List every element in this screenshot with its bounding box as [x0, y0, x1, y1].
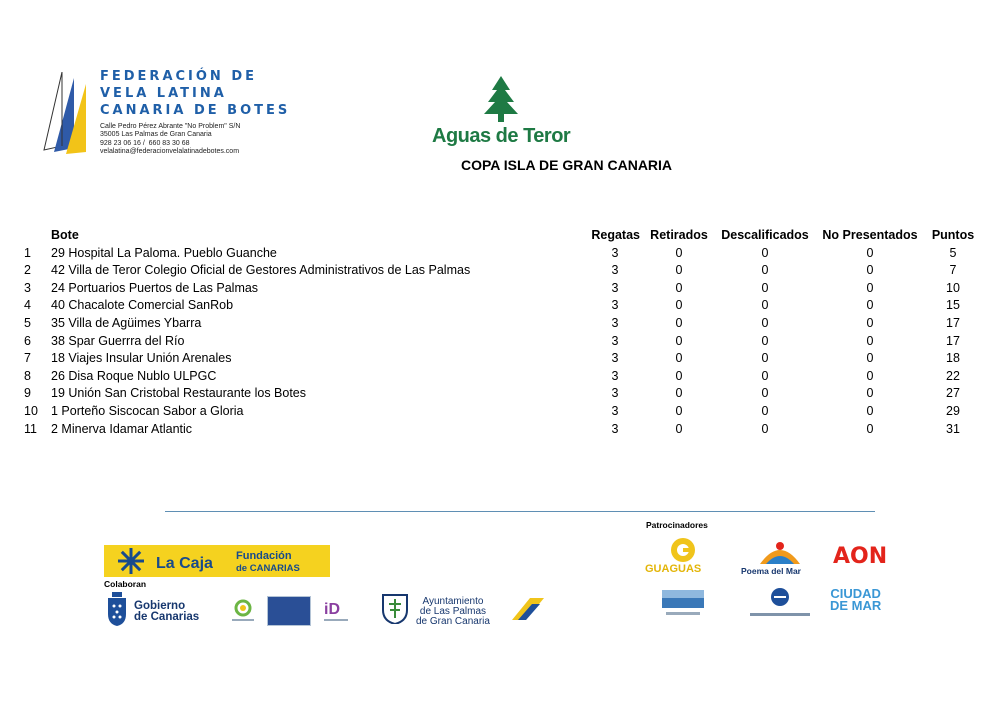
- header-no-presentados: No Presentados: [822, 228, 918, 242]
- footer-divider: [165, 511, 875, 512]
- row-puntos: 27: [946, 386, 960, 401]
- page-title: COPA ISLA DE GRAN CANARIA: [461, 157, 673, 173]
- row-regatas: 3: [611, 280, 619, 295]
- row-position: 9: [24, 386, 31, 401]
- row-position: 1: [24, 245, 31, 260]
- federation-sails-logo: [40, 72, 100, 154]
- row-puntos: 29: [946, 403, 960, 418]
- row-puntos: 5: [949, 245, 957, 260]
- table-row: [20, 298, 990, 316]
- row-boat-name: 24 Portuarios Puertos de Las Palmas: [51, 280, 259, 295]
- row-retirados: 0: [675, 403, 683, 418]
- row-boat-name: 26 Disa Roque Nublo ULPGC: [51, 368, 217, 383]
- puertos-las-palmas-logo-icon: [742, 585, 818, 621]
- header-regatas: Regatas: [591, 228, 640, 242]
- row-descalificados: 0: [761, 245, 769, 260]
- federation-address: Calle Pedro Pérez Abrante "No Problem" S/N 35005 Las Palmas de Gran Canaria 928 23 06 16 / 660 83 30 68 velalatina@federacionvelalatinadebotes.com: [100, 123, 241, 156]
- row-position: 6: [24, 333, 31, 348]
- row-puntos: 17: [946, 315, 960, 330]
- brand-logo: Aguas de Teror: [432, 125, 571, 147]
- row-regatas: 3: [611, 403, 619, 418]
- row-descalificados: 0: [761, 263, 769, 278]
- la-caja-fundacion: Fundación: [236, 550, 292, 562]
- row-position: 5: [24, 315, 31, 330]
- row-retirados: 0: [675, 368, 683, 383]
- row-boat-name: 35 Villa de Agüimes Ybarra: [51, 315, 202, 330]
- table-row: [20, 404, 990, 422]
- table-row: [20, 422, 990, 440]
- row-regatas: 3: [611, 298, 619, 313]
- row-position: 4: [24, 298, 31, 313]
- row-retirados: 0: [675, 333, 683, 348]
- row-position: 10: [24, 403, 38, 418]
- row-position: 7: [24, 351, 31, 366]
- row-retirados: 0: [675, 351, 683, 366]
- row-position: 3: [24, 280, 31, 295]
- table-body: [20, 246, 990, 440]
- row-no-presentados: 0: [866, 386, 874, 401]
- row-regatas: 3: [611, 421, 619, 436]
- header-descalificados: Descalificados: [721, 228, 809, 242]
- sponsors-label: Patrocinadores: [646, 520, 708, 530]
- table-row: [20, 351, 990, 369]
- row-regatas: 3: [611, 386, 619, 401]
- row-puntos: 18: [946, 351, 960, 366]
- table-row: [20, 281, 990, 299]
- belen-maria-logo-icon: [660, 588, 706, 620]
- row-boat-name: 2 Minerva Idamar Atlantic: [51, 421, 193, 436]
- tree-icon: [484, 76, 518, 122]
- row-no-presentados: 0: [866, 351, 874, 366]
- row-retirados: 0: [675, 315, 683, 330]
- row-puntos: 17: [946, 333, 960, 348]
- row-no-presentados: 0: [866, 315, 874, 330]
- row-descalificados: 0: [761, 421, 769, 436]
- table-row: [20, 369, 990, 387]
- row-boat-name: 18 Viajes Insular Unión Arenales: [51, 351, 232, 366]
- row-boat-name: 29 Hospital La Paloma. Pueblo Guanche: [51, 245, 277, 260]
- svg-text:iD: iD: [324, 601, 340, 618]
- row-descalificados: 0: [761, 298, 769, 313]
- la-caja-name: La Caja: [156, 555, 213, 572]
- row-boat-name: 42 Villa de Teror Colegio Oficial de Gestores Administrativos de Las Palmas: [51, 263, 471, 278]
- row-puntos: 7: [949, 263, 957, 278]
- row-descalificados: 0: [761, 368, 769, 383]
- row-regatas: 3: [611, 315, 619, 330]
- row-no-presentados: 0: [866, 333, 874, 348]
- row-descalificados: 0: [761, 333, 769, 348]
- header-retirados: Retirados: [650, 228, 708, 242]
- row-puntos: 15: [946, 298, 960, 313]
- table-row: [20, 386, 990, 404]
- row-boat-name: 19 Unión San Cristobal Restaurante los Botes: [51, 386, 307, 401]
- table-row: [20, 246, 990, 264]
- row-no-presentados: 0: [866, 245, 874, 260]
- row-retirados: 0: [675, 245, 683, 260]
- table-header: [20, 228, 990, 246]
- table-row: [20, 263, 990, 281]
- header-bote: Bote: [51, 228, 79, 242]
- row-no-presentados: 0: [866, 280, 874, 295]
- row-boat-name: 38 Spar Guerrra del Río: [51, 333, 185, 348]
- row-regatas: 3: [611, 368, 619, 383]
- row-no-presentados: 0: [866, 263, 874, 278]
- gobierno-canarias-shield-icon: [106, 592, 128, 626]
- row-regatas: 3: [611, 245, 619, 260]
- row-descalificados: 0: [761, 386, 769, 401]
- row-boat-name: 1 Porteño Siscocan Sabor a Gloria: [51, 403, 244, 418]
- table-row: [20, 334, 990, 352]
- row-no-presentados: 0: [866, 421, 874, 436]
- table-row: [20, 316, 990, 334]
- poema-del-mar-name: Poema del Mar: [741, 566, 801, 576]
- row-boat-name: 40 Chacalote Comercial SanRob: [51, 298, 234, 313]
- la-caja-subtitle: de CANARIAS: [236, 563, 300, 574]
- row-retirados: 0: [675, 386, 683, 401]
- row-puntos: 22: [946, 368, 960, 383]
- row-retirados: 0: [675, 421, 683, 436]
- star-icon: [118, 548, 144, 574]
- row-descalificados: 0: [761, 403, 769, 418]
- row-regatas: 3: [611, 351, 619, 366]
- collaborators-label: Colaboran: [104, 579, 147, 589]
- row-retirados: 0: [675, 280, 683, 295]
- results-table: [20, 228, 990, 439]
- ayuntamiento-shield-icon: [380, 592, 410, 624]
- poema-del-mar-logo-icon: [752, 536, 808, 570]
- guaguas-logo-icon: [663, 537, 703, 563]
- guaguas-name: GUAGUAS: [645, 563, 702, 575]
- row-no-presentados: 0: [866, 298, 874, 313]
- row-descalificados: 0: [761, 280, 769, 295]
- ayuntamiento-name: Ayuntamiento de Las Palmas de Gran Canaria: [416, 596, 490, 627]
- deportes-logo-icon: [320, 596, 352, 624]
- row-puntos: 10: [946, 280, 960, 295]
- row-no-presentados: 0: [866, 403, 874, 418]
- cabildo-gran-canaria-logo: [267, 596, 311, 626]
- row-position: 2: [24, 263, 31, 278]
- federation-name: FEDERACIÓN DE VELA LATINA CANARIA DE BOTES: [100, 69, 291, 118]
- ciudad-de-mar-logo: CIUDAD DE MAR: [830, 586, 882, 613]
- row-no-presentados: 0: [866, 368, 874, 383]
- gobierno-canarias-name: Gobierno de Canarias: [134, 600, 200, 623]
- imd-logo-icon: [510, 594, 546, 622]
- aon-logo: AON: [833, 544, 888, 569]
- row-puntos: 31: [946, 421, 960, 436]
- row-position: 8: [24, 368, 31, 383]
- header-puntos: Puntos: [931, 228, 975, 242]
- row-position: 11: [24, 421, 37, 436]
- row-regatas: 3: [611, 263, 619, 278]
- row-descalificados: 0: [761, 315, 769, 330]
- row-descalificados: 0: [761, 351, 769, 366]
- row-retirados: 0: [675, 298, 683, 313]
- row-regatas: 3: [611, 333, 619, 348]
- row-retirados: 0: [675, 263, 683, 278]
- gran-canaria-logo-icon: [228, 598, 258, 624]
